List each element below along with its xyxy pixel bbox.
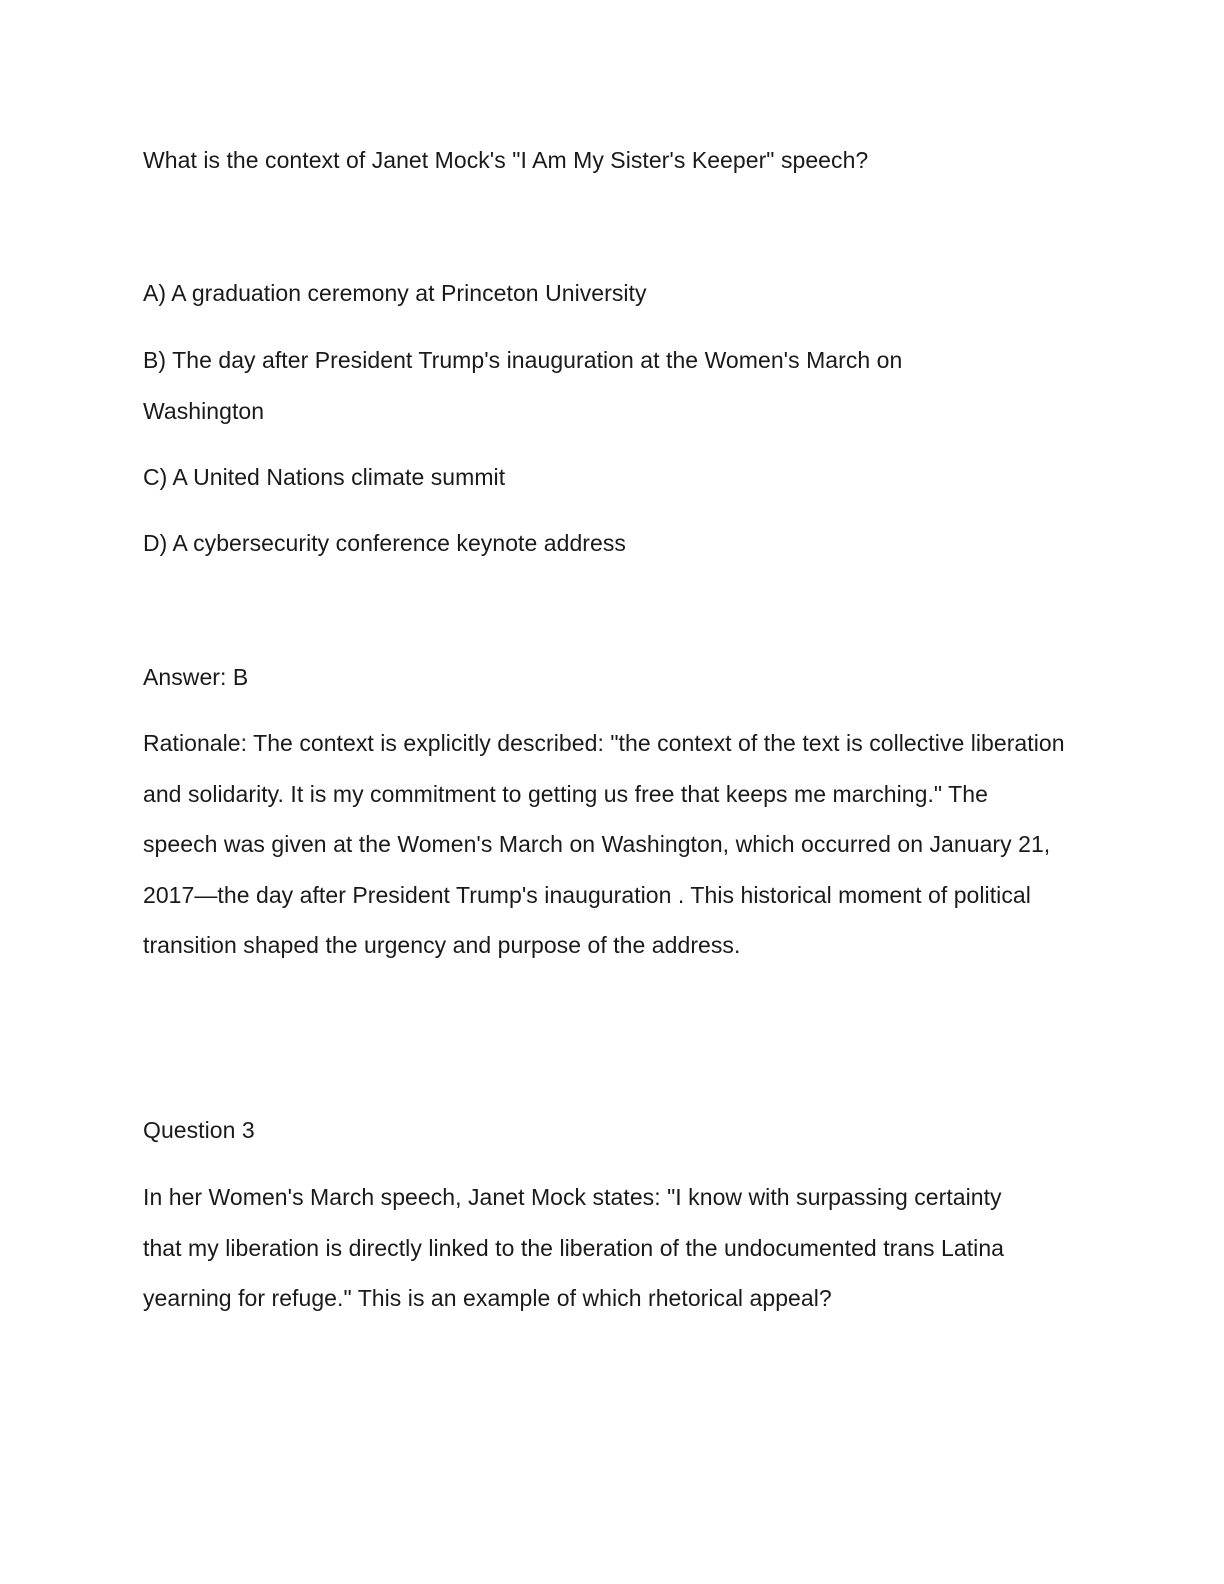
option-d: D) A cybersecurity conference keynote address — [143, 530, 626, 556]
rationale-paragraph: Rationale: The context is explicitly described: "the context of the text is collective liberation and solidarity. It is my commitment to getting us free that keeps me marching." The speech was given at the Women's March on Washington, which occurred on January 21, 2017—the day after President Trump's inauguration . This historical moment of political transition shaped the urgency and purpose of the address. — [143, 730, 1065, 958]
question-prompt: What is the context of Janet Mock's "I Am My Sister's Keeper" speech? — [143, 147, 869, 173]
answer-line: Answer: B — [143, 664, 249, 690]
option-b: B) The day after President Trump's inauguration at the Women's March on Washington — [143, 347, 903, 424]
question-heading: Question 3 — [143, 1117, 255, 1143]
option-a: A) A graduation ceremony at Princeton University — [143, 280, 647, 306]
option-c: C) A United Nations climate summit — [143, 464, 506, 490]
question-3-prompt: In her Women's March speech, Janet Mock states: "I know with surpassing certainty that my liberation is directly linked to the liberation of the undocumented trans Latina yearning for refuge." This is an example of which rhetorical appeal? — [143, 1184, 1005, 1311]
